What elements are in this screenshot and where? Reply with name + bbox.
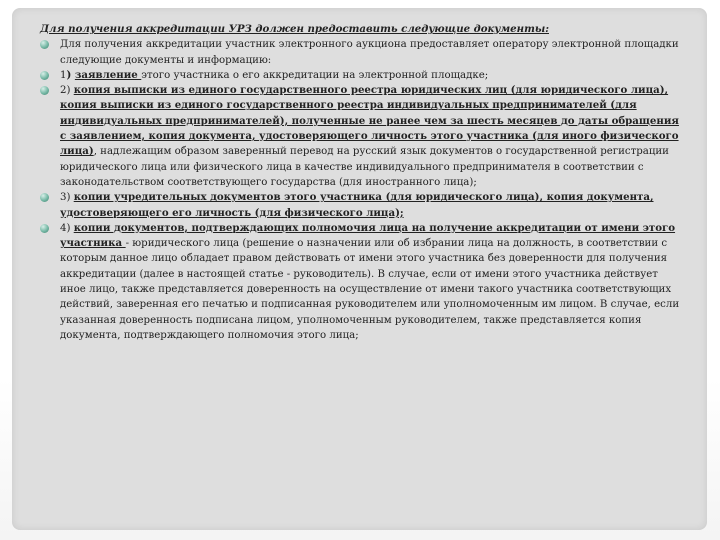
- bullet-icon: [40, 71, 49, 80]
- item-strong-text: копии документов, подтверждающих полномочия лица на получение аккредитации от имени этого участника: [60, 221, 676, 250]
- item-text: этого участника о его аккредитации на электронной площадке;: [141, 69, 489, 81]
- item-number: 1: [60, 69, 67, 81]
- item-strong-text: заявление: [74, 68, 142, 81]
- item-text: - юридического лица (решение о назначении или об избрании лица на должность, в соответствии с которым данное лицо обладает правом действовать от имени этого участника без доверенности для получения аккредитации (далее в настоящей статье - руководитель). В случае, если от имени этого участника действует иное лицо, также представляется доверенность на осуществление от имени такого участника соответствующих действий, заверенная его печатью и подписанная руководителем или уполномоченным им лицом. В случае, если указанная доверенность подписана лицом, уполномоченным руководителем, также представляется копия документа, подтверждающего полномочия этого лица;: [60, 238, 680, 341]
- bullet-icon: [40, 40, 49, 49]
- bullet-icon: [40, 193, 49, 202]
- requirements-list: [40, 37, 680, 343]
- document-heading: Для получения аккредитации УРЗ должен предоставить следующие документы:: [40, 23, 549, 35]
- item-number: 3): [60, 192, 74, 204]
- list-item-intro: [40, 37, 680, 68]
- item-text: , надлежащим образом заверенный перевод на русский язык документов о государственной регистрации юридического лица или физического лица в качестве индивидуального предпринимателя в соответствии с законодательством соответствующего государства (для иностранного лица);: [60, 146, 669, 188]
- item-strong-text: копия выписки из единого государственного реестра юридических лиц (для юридического лица), копия выписки из единого государственного реестра индивидуальных предпринимателей (для индивидуальных предпринимателей), полученные не ранее чем за шесть месяцев до даты обращения с заявлением, копия документа, удостоверяющего личность этого участника (для иного физического лица): [60, 84, 679, 158]
- item-text: Для получения аккредитации участник электронного аукциона предоставляет оператору электронной площадки следующие документы и информацию:: [60, 39, 679, 66]
- document-body: [40, 22, 680, 343]
- item-strong-text: копии учредительных документов этого участника (для юридического лица), копия документа, удостоверяющего его личность (для физического лица);: [60, 191, 654, 219]
- list-item-4: [40, 221, 680, 343]
- list-item-2: [40, 83, 680, 190]
- item-number: 4): [60, 222, 74, 234]
- list-item-3: [40, 190, 680, 221]
- bullet-icon: [40, 86, 49, 95]
- bullet-icon: [40, 224, 49, 233]
- item-number: 2): [60, 85, 74, 97]
- item-number-suffix: ): [66, 68, 75, 81]
- list-item-1: [40, 68, 680, 83]
